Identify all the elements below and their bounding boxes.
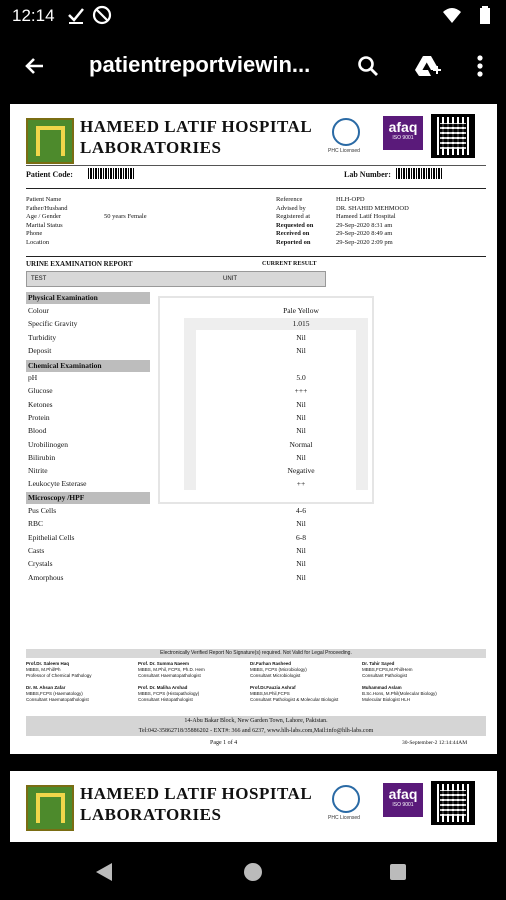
pdf-viewer[interactable] [0, 98, 506, 842]
doctor-name: Dr. Tahir Sayed [362, 661, 395, 666]
pdf-page-1: HAMEED LATIF HOSPITAL LABORATORIES PHC Licensed afaq ISO 9001 Patient Code: Lab Number: Patient Name Father/Husband Age / Gender 50 years Female Marital Status Phone Location Reference HLH-OPD Advised by DR. SHAHID MEHMOOD Registered at Hameed Latif Hospital Requested on 29-Sep-2020 8:31 am Received on 29-Sep-2020 8:49 am Reported on 29-Sep-2020 2:09 pm URINE EXAMINATION REPORT CURRENT RESULT TEST UNIT Physical Examination Colour Pale Yellow Specific Gravity 1.015 Turbidity Nil Deposit Nil Chemical Examination pH 5.0 Glucose +++ Ketones Nil Protein Nil Blood Nil Urobilinogen Normal Bilirubin Nil Nitrite Negative Leukocyte Esterase ++ Microscopy /HPF Pus Cells 4-6 RBC Nil Epithelial Cells 6-8 Casts Nil Crystals Nil Amorphous Nil Electronically Verified Report No Signature(s) required. Not Valid for Legal Proceeding. Prof.Dr. Saleem Haq MBBS, M.Phil/Ph Professor of Chemical Pathology Prof. Dr. Summa Naeem MBBS, M.Phil, FCPS, Ph.D. Hem Consultant Haematopathologist Dr.Farhan Rasheed MBBS, FCPS (Microbiology) Consultant Microbiologist Dr. Tahir Sayed MBBS,FCPS,M.Phil/Hem Consultant Pathologist Dr. M. Ahsan Zafar MBBS,FCPS (Haematology) Consultant Haematopathologist Prof. Dr. Maliha Arshad MBBS, FCPS (Histopathology) Consultant Histopathologist Prof.Dr.Fauzia Ashraf MBBS,M.Phil,FCPS Consultant Pathologist & Molecular Biologist Muhammad Aslam B.Sc.Hons, M.Phil(Molecular Biology) Molecular Biologist HLH 14-Abu Bakar Block, New Garden Town, Lahore, Pakistan. Tel:042-35862718/35886202 - EXT#: 366 and 6237, www.hlh-labs.com,Mail:info@hlh-labs.com Page 1 of 4 30-September-2 12:14:44AM [10, 104, 497, 754]
current-result-label: CURRENT RESULT [262, 261, 317, 267]
test-result: Nil [296, 559, 306, 569]
table-row [26, 453, 486, 466]
test-result: Nil [296, 572, 306, 582]
do-not-disturb-icon [92, 5, 112, 25]
doctor-title: MBBS, M.Phil/Ph Professor of Chemical Pathology [26, 667, 92, 678]
download-done-icon [66, 5, 86, 25]
test-result: 4-6 [296, 506, 306, 515]
test-name: Bilirubin [28, 452, 56, 462]
table-row [26, 306, 486, 319]
nav-recents-button[interactable] [376, 850, 420, 894]
test-name: Epithelial Cells [28, 532, 75, 542]
qr-code-icon [431, 781, 475, 825]
report-title: URINE EXAMINATION REPORT [26, 260, 133, 268]
table-header: TEST UNIT [26, 271, 326, 287]
doctor-entry [26, 661, 126, 679]
doctor-title: B.Sc.Hons, M.Phil(Molecular Biology) Molecular Biologist HLH [362, 691, 437, 702]
doctor-entry [250, 685, 350, 703]
group-microscopy: Microscopy /HPF [26, 492, 150, 504]
test-name: Crystals [28, 559, 53, 569]
phc-seal-icon [332, 785, 360, 813]
test-result: 6-8 [296, 532, 306, 542]
hospital-logo [26, 118, 74, 164]
table-row [26, 506, 486, 519]
test-name: Glucose [28, 386, 53, 396]
hospital-logo [26, 785, 74, 831]
wifi-icon [442, 5, 462, 25]
table-row [26, 559, 486, 572]
doctor-title: MBBS, FCPS (Microbiology) Consultant Microbiologist [250, 667, 307, 678]
doctor-entry [362, 661, 462, 679]
patient-barcode [88, 168, 134, 179]
doctor-name: Prof. Dr. Maliha Arshad [138, 685, 188, 690]
test-result: Normal [289, 439, 313, 449]
table-row [26, 373, 486, 386]
test-name: Urobilinogen [28, 439, 68, 449]
test-name: Nitrite [28, 466, 48, 476]
report-header [26, 114, 486, 166]
test-name: Deposit [28, 345, 52, 355]
doctor-name: Prof.Dr. Saleem Haq [26, 661, 70, 666]
doctor-name: Dr. M. Ahsan Zafar [26, 685, 66, 690]
doctor-name: Dr.Farhan Rasheed [250, 661, 292, 666]
test-result: Nil [296, 412, 306, 422]
nav-home-button[interactable] [231, 850, 275, 894]
table-row [26, 466, 486, 479]
test-name: Blood [28, 426, 47, 436]
test-result: Nil [296, 519, 306, 529]
address-bar: 14-Abu Bakar Block, New Garden Town, Lahore, Pakistan. Tel:042-35862718/35886202 - EXT#: 366 and 6237, www.hlh-labs.com,Mail:info@hlh-labs.com [26, 716, 486, 736]
test-result: 1.015 [292, 319, 310, 329]
table-row [26, 413, 486, 426]
test-result: ++ [296, 479, 306, 489]
doctor-title: MBBS,FCPS (Haematology) Consultant Haematopathologist [26, 691, 89, 702]
test-result: Nil [296, 545, 306, 555]
test-name: Protein [28, 412, 50, 422]
hospital-name: HAMEED LATIF HOSPITAL LABORATORIES [80, 117, 313, 157]
table-row [26, 333, 486, 346]
doctor-entry [26, 685, 126, 703]
table-row [26, 440, 486, 453]
doctor-name: Prof.Dr.Fauzia Ashraf [250, 685, 296, 690]
afaq-logo: afaq ISO 9001 [383, 116, 423, 150]
print-timestamp: 30-September-2 12:14:44AM [402, 740, 468, 746]
lab-barcode [396, 168, 442, 179]
table-row [26, 319, 486, 332]
table-row [26, 479, 486, 492]
divider [26, 188, 486, 189]
report-header [26, 781, 486, 833]
test-name: Colour [28, 306, 49, 315]
clock: 12:14 [12, 6, 55, 25]
verified-note: Electronically Verified Report No Signature(s) required. Not Valid for Legal Proceeding. [26, 649, 486, 658]
triangle-back-icon [94, 861, 114, 883]
table-row [26, 519, 486, 532]
status-bar [0, 0, 506, 34]
test-result: Negative [287, 466, 315, 476]
phc-label: PHC Licensed [328, 148, 360, 154]
doctor-title: MBBS, M.Phil, FCPS, Ph.D. Hem Consultant Haematopathologist [138, 667, 205, 678]
test-result: Nil [296, 426, 306, 436]
test-name: Specific Gravity [28, 319, 78, 329]
test-result: Pale Yellow [283, 306, 319, 315]
pdf-page-2 [10, 771, 497, 842]
system-nav-bar [0, 842, 506, 900]
test-name: Turbidity [28, 332, 57, 342]
test-name: RBC [28, 519, 44, 529]
app-toolbar [0, 34, 506, 98]
group-chemical: Chemical Examination [26, 360, 150, 372]
battery-icon [478, 5, 492, 25]
table-row [26, 533, 486, 546]
test-result: Nil [296, 399, 306, 409]
arrow-back-icon [23, 54, 47, 78]
test-result: Nil [296, 452, 306, 462]
doctor-name: Muhammad Aslam [362, 685, 402, 690]
test-result: +++ [294, 386, 308, 396]
drive-add-icon [414, 54, 442, 78]
table-row [26, 546, 486, 559]
table-row [26, 400, 486, 413]
test-result: 5.0 [296, 373, 306, 382]
search-icon [356, 54, 380, 78]
test-name: Pus Cells [28, 506, 57, 515]
test-name: Amorphous [28, 572, 64, 582]
afaq-logo: afaq ISO 9001 [383, 783, 423, 817]
test-name: pH [28, 373, 38, 382]
test-name: Leukocyte Esterase [28, 479, 87, 489]
table-row [26, 386, 486, 399]
table-row [26, 573, 486, 586]
doctor-title: MBBS,M.Phil,FCPS Consultant Pathologist & Molecular Biologist [250, 691, 339, 702]
square-recents-icon [388, 862, 408, 882]
doctor-entry [250, 661, 350, 679]
test-name: Casts [28, 545, 45, 555]
qr-code-icon [431, 114, 475, 158]
nav-back-button[interactable] [82, 850, 126, 894]
doctor-title: MBBS,FCPS,M.Phil/Hem Consultant Pathologist [362, 667, 413, 678]
circle-home-icon [242, 861, 264, 883]
doctor-name: Prof. Dr. Summa Naeem [138, 661, 190, 666]
doctor-entry [362, 685, 462, 703]
more-vert-icon [477, 55, 483, 77]
doctor-title: MBBS, FCPS (Histopathology) Consultant Histopathologist [138, 691, 200, 702]
doctor-entry [138, 685, 238, 703]
search-button[interactable] [348, 46, 388, 86]
divider [26, 256, 486, 257]
table-row [26, 346, 486, 359]
add-to-drive-button[interactable] [408, 46, 448, 86]
table-row [26, 426, 486, 439]
phc-label: PHC Licensed [328, 815, 360, 821]
test-result: Nil [296, 332, 306, 342]
back-button[interactable] [15, 46, 55, 86]
phc-seal-icon [332, 118, 360, 146]
more-options-button[interactable] [460, 46, 500, 86]
hospital-name: HAMEED LATIF HOSPITAL LABORATORIES [80, 784, 313, 824]
doctor-entry [138, 661, 238, 679]
document-title: patientreportviewin... [89, 52, 311, 77]
group-physical: Physical Examination [26, 292, 150, 304]
test-name: Ketones [28, 399, 53, 409]
page-number: Page 1 of 4 [210, 740, 238, 746]
test-result: Nil [296, 345, 306, 355]
